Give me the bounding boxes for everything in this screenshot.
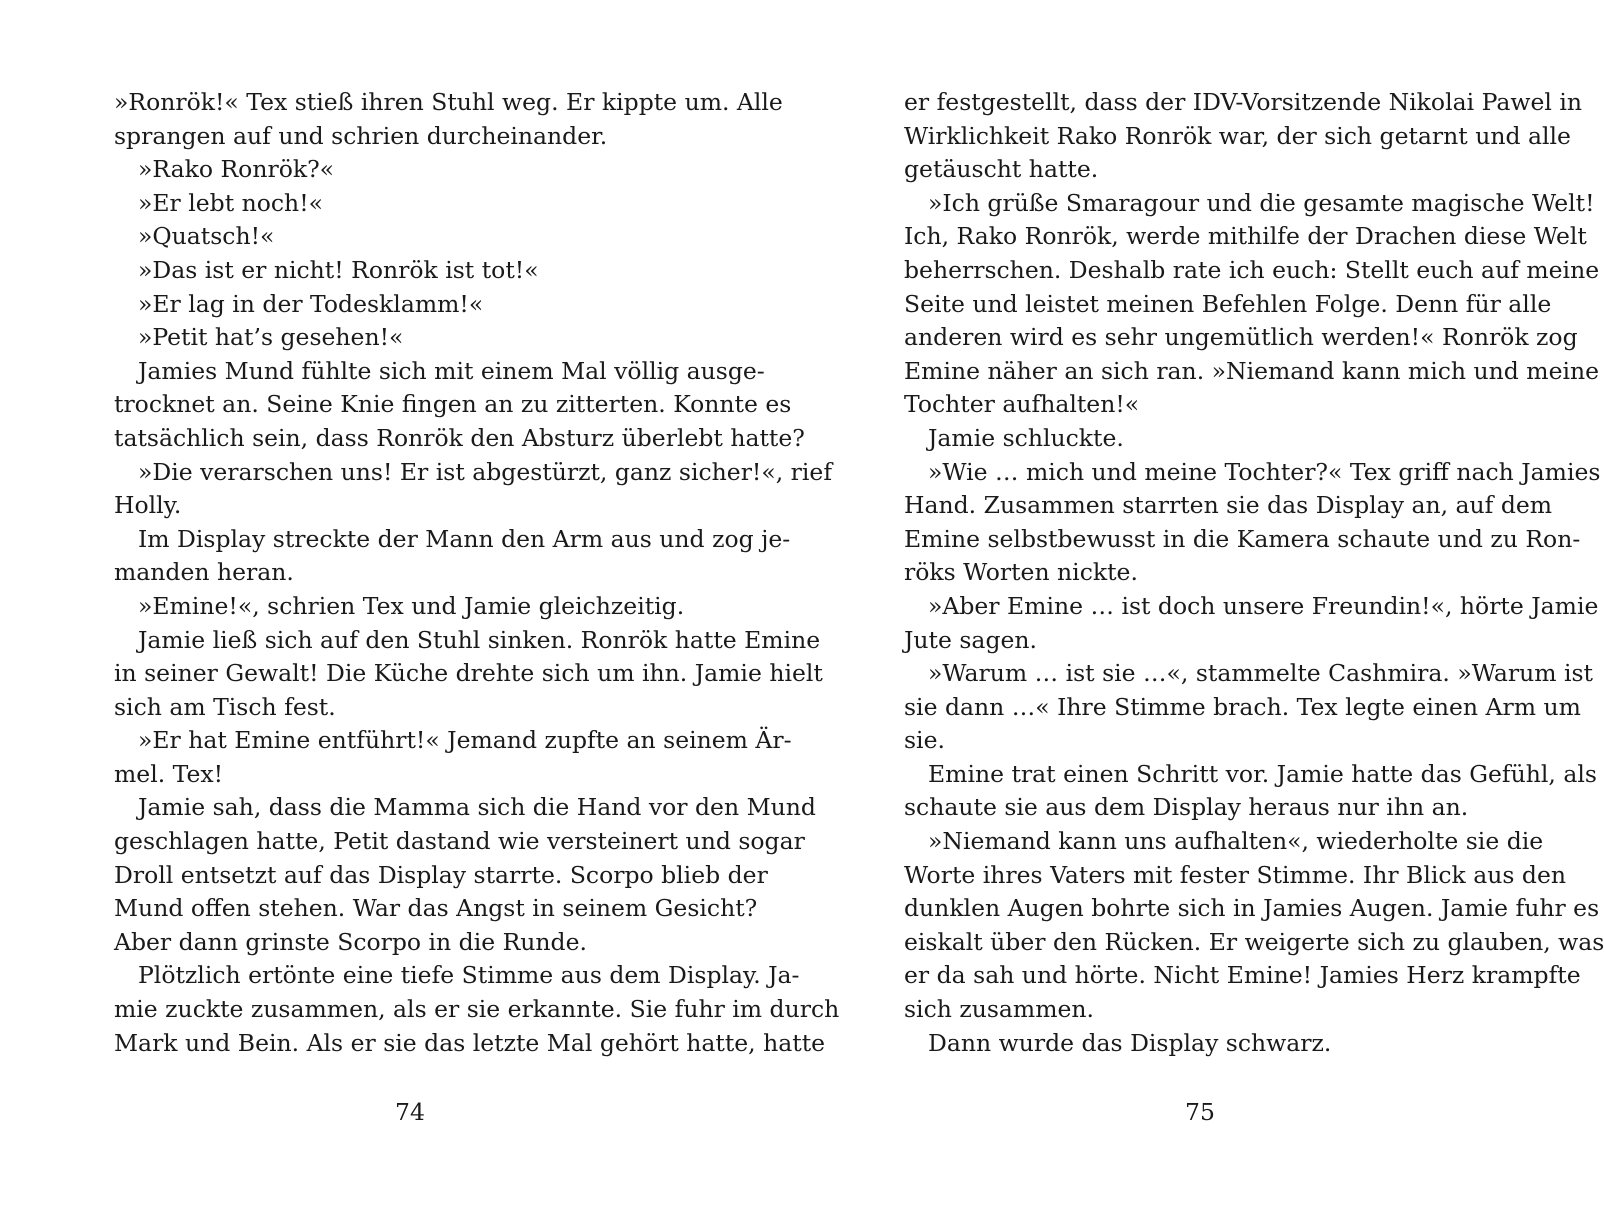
text-line: Dann wurde das Display schwarz. bbox=[928, 1028, 1332, 1057]
text-line: »Die verarschen uns! Er ist abgestürzt, ganz sicher!«, rief bbox=[138, 457, 833, 486]
text-line: sie dann …« Ihre Stimme brach. Tex legte einen Arm um bbox=[904, 692, 1581, 721]
text-line: geschlagen hatte, Petit dastand wie versteinert und sogar bbox=[114, 827, 805, 856]
text-line: Mund offen stehen. War das Angst in seinem Gesicht? bbox=[114, 894, 758, 923]
right-page bbox=[904, 86, 1604, 1196]
text-line: Jamie ließ sich auf den Stuhl sinken. Ronrök hatte Emine bbox=[138, 625, 821, 654]
text-line: Mark und Bein. Als er sie das letzte Mal gehört hatte, hatte bbox=[114, 1028, 826, 1057]
text-line: sich zusammen. bbox=[904, 995, 1095, 1024]
text-line: mie zuckte zusammen, als er sie erkannte. Sie fuhr im durch bbox=[114, 995, 840, 1024]
text-line: er da sah und hörte. Nicht Emine! Jamies Herz krampfte bbox=[904, 961, 1581, 990]
text-line: Jute sagen. bbox=[904, 625, 1038, 654]
text-line: schaute sie aus dem Display heraus nur ihn an. bbox=[904, 793, 1469, 822]
text-line: röks Worten nickte. bbox=[904, 558, 1138, 587]
text-line: tatsächlich sein, dass Ronrök den Absturz überlebt hatte? bbox=[114, 423, 805, 452]
text-line: sich am Tisch fest. bbox=[114, 692, 336, 721]
text-line: getäuscht hatte. bbox=[904, 155, 1099, 184]
text-line: Im Display streckte der Mann den Arm aus und zog je- bbox=[138, 524, 791, 553]
text-line: eiskalt über den Rücken. Er weigerte sich zu glauben, was bbox=[904, 927, 1604, 956]
text-line: Plötzlich ertönte eine tiefe Stimme aus dem Display. Ja- bbox=[138, 961, 800, 990]
text-line: »Emine!«, schrien Tex und Jamie gleichzeitig. bbox=[138, 591, 685, 620]
text-line: anderen wird es sehr ungemütlich werden!« Ronrök zog bbox=[904, 323, 1578, 352]
text-line: »Niemand kann uns aufhalten«, wiederholte sie die bbox=[928, 827, 1544, 856]
text-line: Droll entsetzt auf das Display starrte. Scorpo blieb der bbox=[114, 860, 768, 889]
text-line: »Ronrök!« Tex stieß ihren Stuhl weg. Er kippte um. Alle bbox=[114, 88, 783, 116]
text-line: »Aber Emine … ist doch unsere Freundin!«, hörte Jamie bbox=[928, 591, 1599, 620]
text-line: Wirklichkeit Rako Ronrök war, der sich getarnt und alle bbox=[904, 121, 1571, 150]
text-line: dunklen Augen bohrte sich in Jamies Augen. Jamie fuhr es bbox=[904, 894, 1600, 923]
text-line: Jamie schluckte. bbox=[928, 423, 1124, 452]
text-line: »Das ist er nicht! Ronrök ist tot!« bbox=[138, 255, 539, 284]
text-line: Tochter aufhalten!« bbox=[904, 390, 1140, 419]
text-line: in seiner Gewalt! Die Küche drehte sich um ihn. Jamie hielt bbox=[114, 659, 823, 688]
text-line: »Quatsch!« bbox=[138, 222, 275, 251]
page-number: 75 bbox=[1185, 1098, 1215, 1126]
text-line: Ich, Rako Ronrök, werde mithilfe der Drachen diese Welt bbox=[904, 222, 1587, 251]
text-line: »Rako Ronrök?« bbox=[138, 155, 335, 184]
text-line: »Ich grüße Smaragour und die gesamte magische Welt! bbox=[928, 188, 1595, 217]
page-number: 74 bbox=[395, 1098, 425, 1126]
text-line: Worte ihres Vaters mit fester Stimme. Ihr Blick aus den bbox=[904, 860, 1566, 889]
text-line: er festgestellt, dass der IDV-Vorsitzende Nikolai Pawel in bbox=[904, 88, 1583, 116]
text-line: Jamies Mund fühlte sich mit einem Mal völlig ausge- bbox=[138, 356, 765, 385]
text-line: mel. Tex! bbox=[114, 759, 224, 788]
text-line: Emine trat einen Schritt vor. Jamie hatte das Gefühl, als bbox=[928, 759, 1597, 788]
text-line: Holly. bbox=[114, 491, 182, 520]
text-line: Aber dann grinste Scorpo in die Runde. bbox=[114, 927, 587, 956]
text-line: manden heran. bbox=[114, 558, 294, 587]
text-line: Hand. Zusammen starrten sie das Display an, auf dem bbox=[904, 491, 1553, 520]
left-page-text bbox=[114, 86, 840, 1060]
text-line: Seite und leistet meinen Befehlen Folge. Denn für alle bbox=[904, 289, 1552, 318]
text-line: »Wie … mich und meine Tochter?« Tex griff nach Jamies bbox=[928, 457, 1601, 486]
text-line: »Petit hat’s gesehen!« bbox=[138, 323, 404, 352]
right-page-text bbox=[904, 86, 1604, 1060]
left-page bbox=[114, 86, 840, 1196]
text-line: sprangen auf und schrien durcheinander. bbox=[114, 121, 608, 150]
text-line: Emine selbstbewusst in die Kamera schaute und zu Ron- bbox=[904, 524, 1581, 553]
text-line: »Er lebt noch!« bbox=[138, 188, 324, 217]
text-line: »Er lag in der Todesklamm!« bbox=[138, 289, 484, 318]
text-line: Emine näher an sich ran. »Niemand kann mich und meine bbox=[904, 356, 1600, 385]
text-line: sie. bbox=[904, 726, 945, 755]
text-line: »Er hat Emine entführt!« Jemand zupfte an seinem Är- bbox=[138, 726, 792, 755]
text-line: »Warum … ist sie …«, stammelte Cashmira. »Warum ist bbox=[928, 659, 1593, 688]
text-line: trocknet an. Seine Knie fingen an zu zitterten. Konnte es bbox=[114, 390, 792, 419]
text-line: beherrschen. Deshalb rate ich euch: Stellt euch auf meine bbox=[904, 255, 1600, 284]
text-line: Jamie sah, dass die Mamma sich die Hand vor den Mund bbox=[138, 793, 816, 822]
